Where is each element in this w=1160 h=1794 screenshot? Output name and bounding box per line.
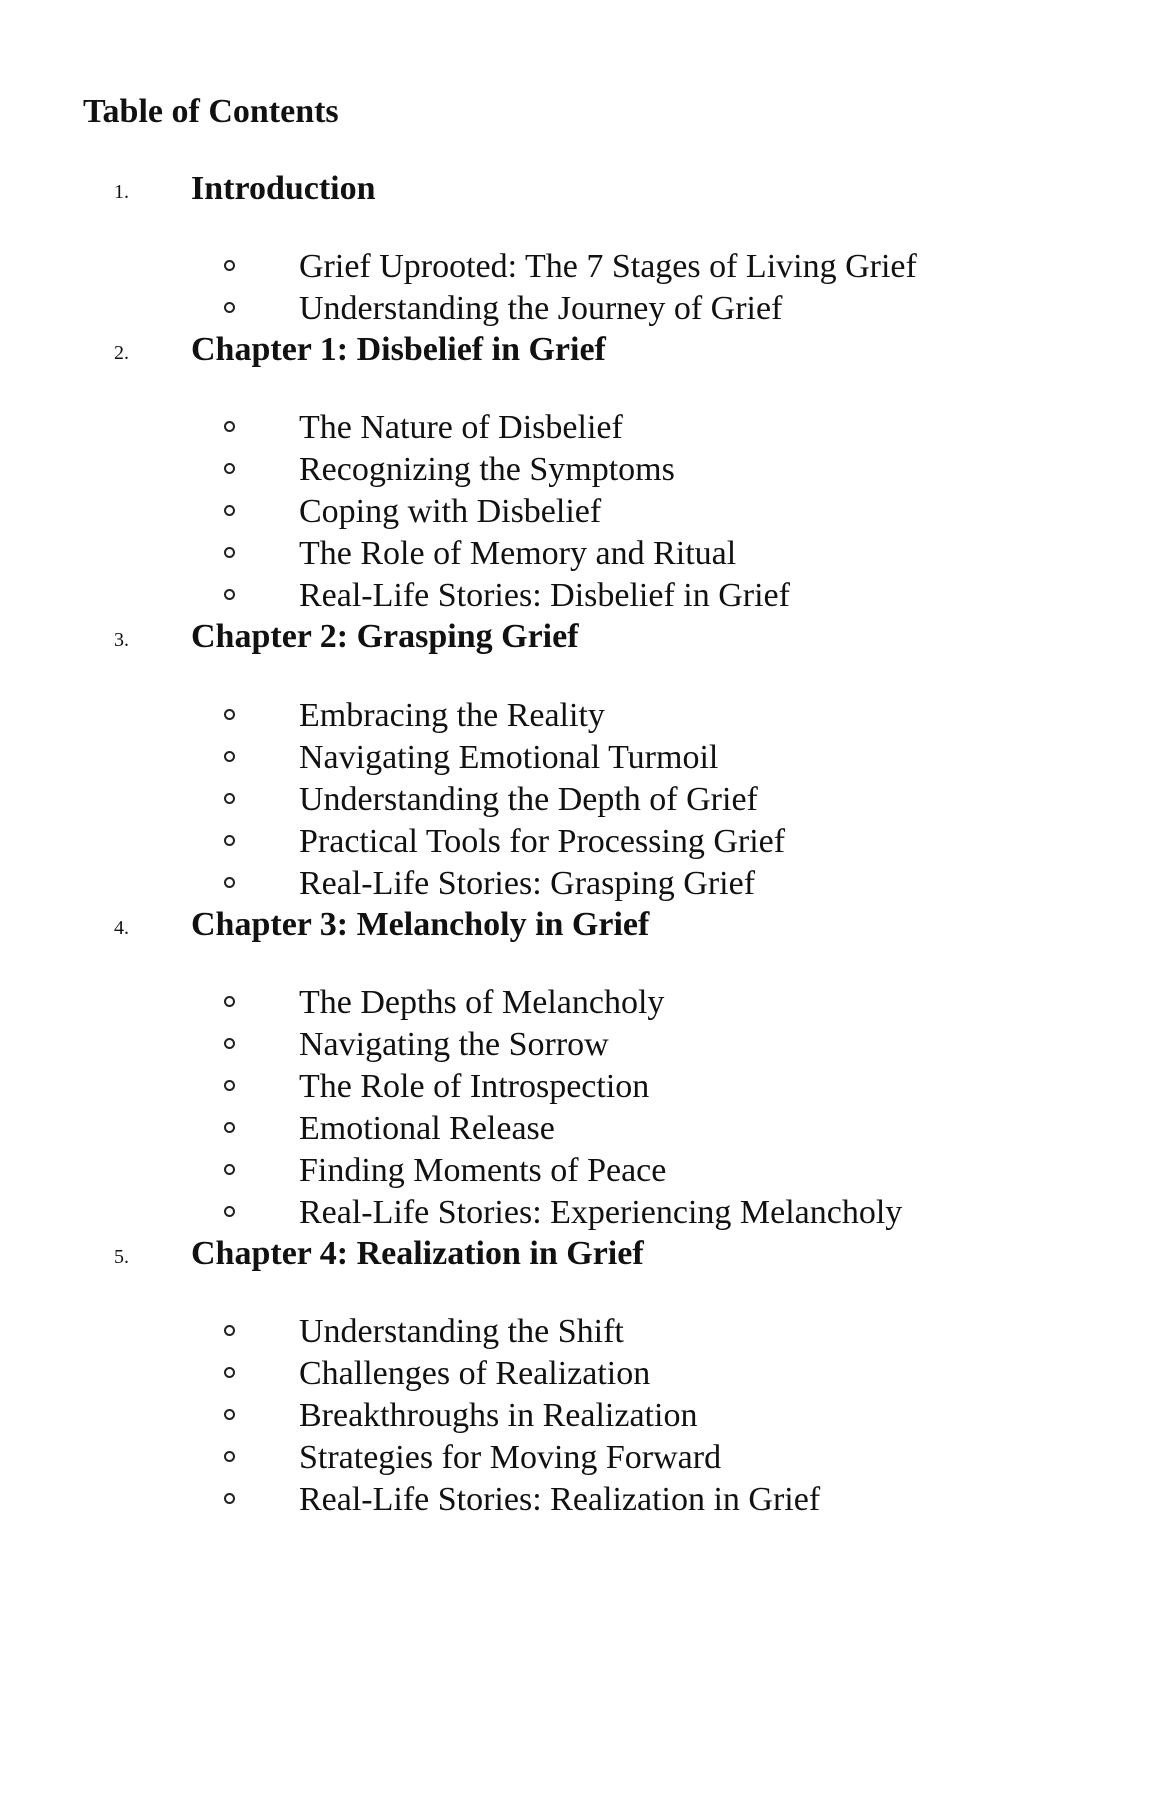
chapter-title: Chapter 3: Melancholy in Grief	[191, 906, 650, 943]
toc-section	[0, 1150, 1160, 1192]
toc-section	[0, 695, 1160, 737]
hollow-bullet-icon	[224, 709, 235, 720]
chapter-number: 5.	[114, 1246, 129, 1268]
section-title: Navigating Emotional Turmoil	[299, 739, 719, 776]
toc-chapter	[0, 327, 1160, 373]
hollow-bullet-icon	[224, 589, 235, 600]
section-title: Real-Life Stories: Experiencing Melancholy	[299, 1194, 903, 1231]
section-title: Practical Tools for Processing Grief	[299, 823, 786, 860]
chapter-number: 3.	[114, 629, 129, 651]
section-title: Recognizing the Symptoms	[299, 451, 675, 488]
section-title: Grief Uprooted: The 7 Stages of Living Grief	[299, 248, 917, 285]
hollow-bullet-icon	[224, 1038, 235, 1049]
hollow-bullet-icon	[224, 1080, 235, 1091]
toc-section	[0, 1192, 1160, 1234]
section-title: Understanding the Depth of Grief	[299, 781, 758, 818]
hollow-bullet-icon	[224, 1493, 235, 1504]
section-title: Challenges of Realization	[299, 1355, 651, 1392]
toc-section	[0, 491, 1160, 533]
toc-chapter	[0, 166, 1160, 212]
hollow-bullet-icon	[224, 751, 235, 762]
section-title: Real-Life Stories: Disbelief in Grief	[299, 577, 790, 614]
toc-section	[0, 863, 1160, 905]
section-title: The Nature of Disbelief	[299, 409, 623, 446]
toc-section	[0, 779, 1160, 821]
hollow-bullet-icon	[224, 835, 235, 846]
hollow-bullet-icon	[224, 260, 235, 271]
section-title: Emotional Release	[299, 1110, 555, 1147]
chapter-title: Introduction	[191, 170, 376, 207]
hollow-bullet-icon	[224, 1325, 235, 1336]
section-title: Understanding the Shift	[299, 1313, 624, 1350]
hollow-bullet-icon	[224, 996, 235, 1007]
hollow-bullet-icon	[224, 1206, 235, 1217]
section-title: The Role of Memory and Ritual	[299, 535, 737, 572]
hollow-bullet-icon	[224, 1367, 235, 1378]
hollow-bullet-icon	[224, 1164, 235, 1175]
toc-section	[0, 1108, 1160, 1150]
toc-section	[0, 982, 1160, 1024]
section-title: The Depths of Melancholy	[299, 984, 665, 1021]
toc-section	[0, 1479, 1160, 1521]
section-title: Strategies for Moving Forward	[299, 1439, 722, 1476]
section-title: The Role of Introspection	[299, 1068, 650, 1105]
toc-section	[0, 246, 1160, 288]
section-title: Breakthroughs in Realization	[299, 1397, 698, 1434]
toc-section	[0, 1066, 1160, 1108]
section-title: Real-Life Stories: Realization in Grief	[299, 1481, 821, 1518]
toc-section	[0, 1353, 1160, 1395]
toc-chapter	[0, 902, 1160, 948]
chapter-title: Chapter 1: Disbelief in Grief	[191, 331, 606, 368]
hollow-bullet-icon	[224, 547, 235, 558]
section-title: Understanding the Journey of Grief	[299, 290, 783, 327]
chapter-title: Chapter 4: Realization in Grief	[191, 1235, 644, 1272]
toc-section	[0, 1395, 1160, 1437]
hollow-bullet-icon	[224, 1409, 235, 1420]
hollow-bullet-icon	[224, 1451, 235, 1462]
chapter-number: 2.	[114, 342, 129, 364]
hollow-bullet-icon	[224, 302, 235, 313]
chapter-title: Chapter 2: Grasping Grief	[191, 618, 579, 655]
chapter-number: 1.	[114, 181, 129, 203]
toc-section	[0, 533, 1160, 575]
toc-section	[0, 821, 1160, 863]
toc-section	[0, 1024, 1160, 1066]
hollow-bullet-icon	[224, 877, 235, 888]
section-title: Coping with Disbelief	[299, 493, 602, 530]
hollow-bullet-icon	[224, 463, 235, 474]
hollow-bullet-icon	[224, 505, 235, 516]
section-title: Embracing the Reality	[299, 697, 605, 734]
chapter-number: 4.	[114, 917, 129, 939]
hollow-bullet-icon	[224, 421, 235, 432]
section-title: Finding Moments of Peace	[299, 1152, 667, 1189]
toc-section	[0, 1311, 1160, 1353]
hollow-bullet-icon	[224, 793, 235, 804]
toc-section	[0, 449, 1160, 491]
toc-section	[0, 737, 1160, 779]
toc-chapter	[0, 1231, 1160, 1277]
toc-section	[0, 1437, 1160, 1479]
section-title: Navigating the Sorrow	[299, 1026, 609, 1063]
toc-section	[0, 575, 1160, 617]
toc-chapter	[0, 614, 1160, 660]
toc-section	[0, 407, 1160, 449]
hollow-bullet-icon	[224, 1122, 235, 1133]
section-title: Real-Life Stories: Grasping Grief	[299, 865, 756, 902]
toc-title: Table of Contents	[83, 93, 339, 130]
toc-section	[0, 288, 1160, 330]
